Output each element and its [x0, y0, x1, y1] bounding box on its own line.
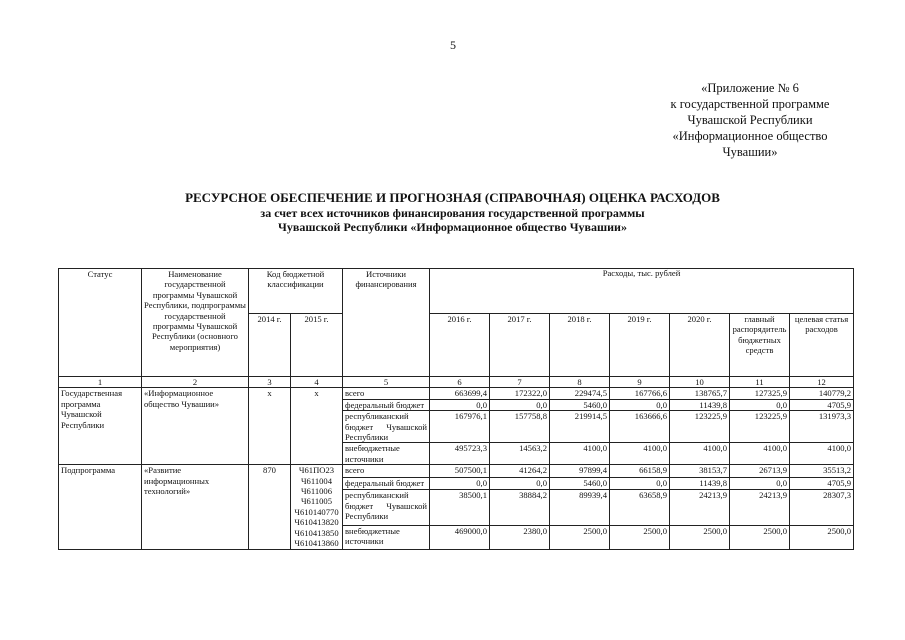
target-code: Ч610413820	[294, 517, 339, 528]
source-cell: всего	[343, 388, 430, 399]
value-cell: 123225,9	[670, 411, 730, 443]
value-cell: 0,0	[730, 399, 790, 410]
value-cell: 157758,8	[490, 411, 550, 443]
target-code: Ч611006	[300, 486, 333, 497]
value-cell: 5460,0	[550, 477, 610, 490]
value-cell: 24213,9	[670, 490, 730, 525]
header-year: 2017 г.	[490, 314, 550, 377]
value-cell: 14563,2	[490, 443, 550, 465]
target-code: Ч61ПО23	[298, 465, 335, 476]
value-cell: 4100,0	[730, 443, 790, 465]
appendix-line: «Приложение № 6	[701, 81, 799, 95]
value-cell: 24213,9	[730, 490, 790, 525]
appendix-heading	[600, 80, 900, 160]
value-cell: 0,0	[610, 477, 670, 490]
value-cell: 26713,9	[730, 465, 790, 478]
header-name: Наименование государственной программы Чувашской Республики, подпрограммы государственной программы Чувашской Республики (основного мероприятия)	[142, 269, 249, 377]
value-cell: 38884,2	[490, 490, 550, 525]
col-number: 10	[670, 377, 730, 388]
col-number: 4	[291, 377, 343, 388]
col-number: 2	[142, 377, 249, 388]
target-cell: х	[291, 388, 343, 465]
header-year: 2018 г.	[550, 314, 610, 377]
value-cell: 2500,0	[550, 525, 610, 549]
value-cell: 0,0	[730, 477, 790, 490]
value-cell: 41264,2	[490, 465, 550, 478]
value-cell: 0,0	[430, 477, 490, 490]
appendix-line: к государственной программе	[670, 97, 830, 111]
value-cell: 219914,5	[550, 411, 610, 443]
header-status: Статус	[59, 269, 142, 377]
title-line-3: Чувашской Республики «Информационное общество Чувашии»	[278, 220, 627, 234]
value-cell: 0,0	[490, 477, 550, 490]
value-cell: 35513,2	[790, 465, 854, 478]
header-year: 2019 г.	[610, 314, 670, 377]
target-code: Ч611004	[300, 475, 333, 486]
target-code: Ч611005	[300, 496, 333, 507]
program-name-cell: «Информационное общество Чувашии»	[142, 388, 249, 465]
value-cell: 2380,0	[490, 525, 550, 549]
table-row	[59, 388, 854, 399]
value-cell: 167976,1	[430, 411, 490, 443]
value-cell: 4100,0	[610, 443, 670, 465]
value-cell: 469000,0	[430, 525, 490, 549]
header-year: 2020 г.	[670, 314, 730, 377]
value-cell: 163666,6	[610, 411, 670, 443]
header-year: 2014 г.	[249, 314, 291, 377]
column-numbers-row	[59, 377, 854, 388]
value-cell: 38500,1	[430, 490, 490, 525]
source-cell: внебюджетные источники	[343, 443, 430, 465]
value-cell: 138765,7	[670, 388, 730, 399]
value-cell: 66158,9	[610, 465, 670, 478]
source-cell: внебюджетные источники	[343, 525, 430, 549]
page-number: 5	[450, 38, 456, 52]
value-cell: 28307,3	[790, 490, 854, 525]
target-code: Ч610413860	[294, 538, 339, 549]
title-line-1: РЕСУРСНОЕ ОБЕСПЕЧЕНИЕ И ПРОГНОЗНАЯ (СПРАВОЧНАЯ) ОЦЕНКА РАСХОДОВ	[185, 190, 720, 205]
value-cell: 2500,0	[670, 525, 730, 549]
col-number: 3	[249, 377, 291, 388]
value-cell: 11439,8	[670, 399, 730, 410]
value-cell: 2500,0	[610, 525, 670, 549]
col-number: 7	[490, 377, 550, 388]
appendix-line: Чувашской Республики	[687, 113, 813, 127]
value-cell: 4100,0	[790, 443, 854, 465]
value-cell: 5460,0	[550, 399, 610, 410]
target-codes-cell	[291, 465, 343, 549]
program-name-cell: «Развитие информационных технологий»	[142, 465, 249, 549]
col-number: 12	[790, 377, 854, 388]
source-cell: федеральный бюджет	[343, 399, 430, 410]
value-cell: 4100,0	[670, 443, 730, 465]
document-title	[100, 190, 805, 234]
value-cell: 89939,4	[550, 490, 610, 525]
value-cell: 63658,9	[610, 490, 670, 525]
value-cell: 0,0	[610, 399, 670, 410]
appendix-line: Чувашии»	[722, 145, 778, 159]
header-gl-rasp: главный распорядитель бюджетных средств	[730, 314, 790, 377]
value-cell: 4100,0	[550, 443, 610, 465]
value-cell: 38153,7	[670, 465, 730, 478]
expenses-table	[58, 268, 854, 550]
value-cell: 2500,0	[790, 525, 854, 549]
col-number: 8	[550, 377, 610, 388]
appendix-line: «Информационное общество	[672, 129, 828, 143]
value-cell: 127325,9	[730, 388, 790, 399]
target-code: Ч610413850	[294, 527, 339, 538]
target-code: Ч610140770	[294, 506, 339, 517]
value-cell: 140779,2	[790, 388, 854, 399]
header-year: 2015 г.	[291, 314, 343, 377]
header-sources: Источники финансирования	[343, 269, 430, 377]
value-cell: 167766,6	[610, 388, 670, 399]
header-expenses: Расходы, тыс. рублей	[430, 269, 854, 314]
source-cell: федеральный бюджет	[343, 477, 430, 490]
gl-rasp-cell: х	[249, 388, 291, 465]
value-cell: 4705,9	[790, 399, 854, 410]
header-year: 2016 г.	[430, 314, 490, 377]
title-line-2: за счет всех источников финансирования государственной программы	[260, 206, 645, 220]
col-number: 1	[59, 377, 142, 388]
value-cell: 495723,3	[430, 443, 490, 465]
col-number: 9	[610, 377, 670, 388]
value-cell: 4705,9	[790, 477, 854, 490]
value-cell: 11439,8	[670, 477, 730, 490]
col-number: 11	[730, 377, 790, 388]
status-cell: Подпрограмма	[59, 465, 142, 549]
value-cell: 0,0	[490, 399, 550, 410]
col-number: 5	[343, 377, 430, 388]
header-budget-code: Код бюджетной классификации	[249, 269, 343, 314]
value-cell: 229474,5	[550, 388, 610, 399]
value-cell: 131973,3	[790, 411, 854, 443]
col-number: 6	[430, 377, 490, 388]
status-cell: Государственная программа Чувашской Республики	[59, 388, 142, 465]
source-cell: республиканский бюджет Чувашской Республики	[343, 490, 430, 525]
table-row	[59, 465, 854, 478]
source-cell: всего	[343, 465, 430, 478]
header-target: целевая статья расходов	[790, 314, 854, 377]
value-cell: 172322,0	[490, 388, 550, 399]
value-cell: 507500,1	[430, 465, 490, 478]
value-cell: 97899,4	[550, 465, 610, 478]
value-cell: 663699,4	[430, 388, 490, 399]
source-cell: республиканский бюджет Чувашской Республики	[343, 411, 430, 443]
value-cell: 123225,9	[730, 411, 790, 443]
value-cell: 0,0	[430, 399, 490, 410]
gl-rasp-cell: 870	[249, 465, 291, 549]
value-cell: 2500,0	[730, 525, 790, 549]
